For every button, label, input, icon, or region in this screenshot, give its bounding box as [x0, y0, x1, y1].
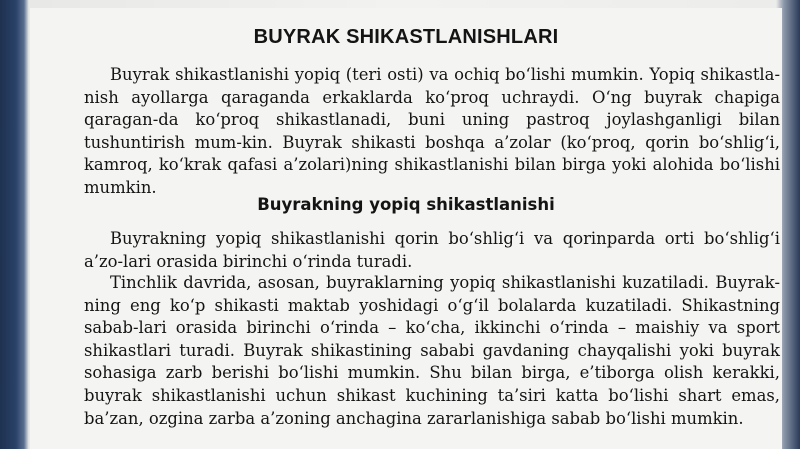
- section-subtitle: Buyrakning yopiq shikastlanishi: [257, 195, 555, 214]
- paragraph-2: Buyrakning yopiq shikastlanishi qorin bo‘shlig‘i va qorinparda orti bo‘shlig‘i a’zo-lari orasida birinchi o‘rinda turadi.: [84, 229, 780, 271]
- page-title: BUYRAK SHIKASTLANISHLARI: [253, 26, 559, 48]
- paragraph-3: Tinchlik davrida, asosan, buyraklarning yopiq shikastlanishi kuzatiladi. Buyrak-ning eng ko‘p shikasti maktab yoshidagi o‘g‘il bolalarda kuzatiladi. Shikastning sabab-lari orasida birinchi o‘rinda – ko‘cha, ikkinchi o‘rinda – maishiy va sport shikastlari turadi. Buyrak shikastining sababi gavdaning chayqalishi yoki buyrak sohasiga zarb berishi bo‘lishi mumkin. Shu bilan birga, e’tiborga olish kerakki, buyrak shikastlanishi uchun shikast kuchining ta’siri katta bo‘lishi shart emas, ba’zan, ozgina zarba a’zoning anchagina zararlanishiga sabab bo‘lishi mumkin.: [84, 273, 780, 428]
- paragraph-1: Buyrak shikastlanishi yopiq (teri osti) va ochiq bo‘lishi mumkin. Yopiq shikastla-nish ayollarga qaraganda erkaklarda ko‘proq uchraydi. O‘ng buyrak chapiga qaragan-da ko‘proq shikastlanadi, buni uning pastroq joylashganligi bilan tushuntirish mum-kin. Buyrak shikasti boshqa a’zolar (ko‘proq, qorin bo‘shlig‘i, kamroq, ko‘krak qafasi a’zolari)ning shikastlanishi bilan birga yoki alohida bo‘lishi mumkin.: [84, 65, 780, 197]
- document-page: [30, 8, 782, 449]
